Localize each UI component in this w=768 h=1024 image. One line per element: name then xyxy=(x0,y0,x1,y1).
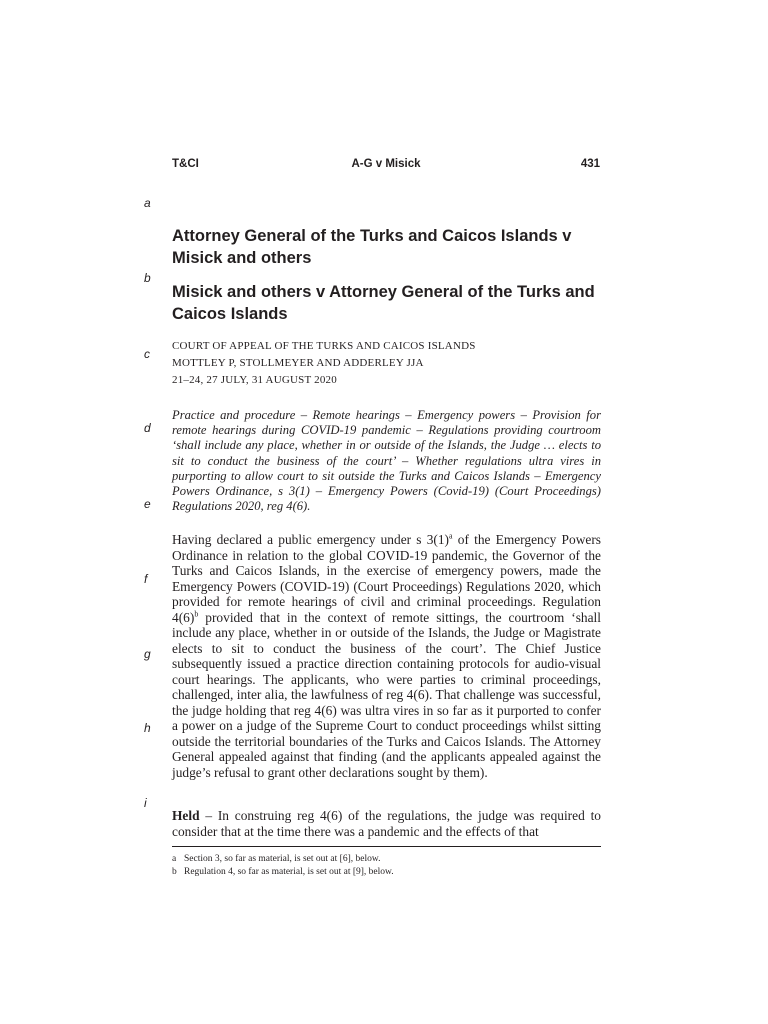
margin-letter-i: i xyxy=(144,796,147,810)
footnote-text-b: Regulation 4, so far as material, is set out at [9], below. xyxy=(184,867,394,877)
footnote-divider xyxy=(172,846,601,847)
margin-letter-f: f xyxy=(144,572,148,586)
header-jurisdiction: T&CI xyxy=(172,158,199,170)
facts-text-1: Having declared a public emergency under s 3(1) xyxy=(172,532,449,547)
footnote-ref-b[interactable]: b xyxy=(194,609,199,619)
margin-letter-h: h xyxy=(144,721,151,735)
footnote-a xyxy=(172,853,601,865)
court-name: COURT OF APPEAL OF THE TURKS AND CAICOS ISLANDS xyxy=(172,340,476,352)
margin-letter-g: g xyxy=(144,647,151,661)
footnote-mark-b: b xyxy=(172,867,177,877)
footnote-b xyxy=(172,866,601,878)
headnote-facts xyxy=(172,532,601,780)
facts-text-2: of the Emergency Powers Ordinance in relation to the global COVID-19 pandemic, the Governor of the Turks and Caicos Islands, in the exercise of emergency powers, made the Emergency Powers (COVID-19) (Court Proceedings) Regulations 2020, which provided for remote hearings of civil and criminal proceedings. Regulation 4(6) xyxy=(172,532,601,625)
margin-letter-d: d xyxy=(144,421,151,435)
footnote-mark-a: a xyxy=(172,854,177,864)
held-label: Held xyxy=(172,808,200,823)
catchwords: Practice and procedure – Remote hearings – Emergency powers – Provision for remote hearings during COVID-19 pandemic – Regulations providing courtroom ‘shall include any place, whether in or outside of the Islands, the Judge … elects to sit to conduct the business of the court’ – Whether regulations ultra vires in purporting to allow court to sit outside the Turks and Caicos Islands – Emergency Powers Ordinance, s 3(1) – Emergency Powers (Covid-19) (Court Proceedings) Regulations 2020, reg 4(6). xyxy=(172,408,601,514)
court-details xyxy=(172,338,612,389)
hearing-dates: 21–24, 27 JULY, 31 AUGUST 2020 xyxy=(172,374,337,386)
held-text: – In construing reg 4(6) of the regulations, the judge was required to consider that at the time there was a pandemic and the effects of that xyxy=(172,808,601,839)
footnote-text-a: Section 3, so far as material, is set out at [6], below. xyxy=(184,854,381,864)
case-title-primary: Attorney General of the Turks and Caicos Islands v Misick and others xyxy=(172,227,572,267)
margin-letter-a: a xyxy=(144,196,151,210)
page-number: 431 xyxy=(580,158,600,170)
footnote-ref-a[interactable]: a xyxy=(449,531,453,541)
held-paragraph xyxy=(172,808,601,839)
facts-text-3: provided that in the context of remote sittings, the courtroom ‘shall include any place, whether in or outside of the Islands, the Judge or Magistrate elects to sit to conduct the business of the court’. The Chief Justice subsequently issued a practice direction containing protocols for audio-visual court hearings. The applicants, who were parties to criminal proceedings, challenged, inter alia, the lawfulness of reg 4(6). That challenge was successful, the judge holding that reg 4(6) was ultra vires in so far as it purported to confer a power on a judge of the Supreme Court to conduct proceedings whilst sitting outside the territorial boundaries of the Turks and Caicos Islands. The Attorney General appealed against that finding (and the applicants appealed against the judge’s refusal to grant other declarations sought by them). xyxy=(172,609,601,780)
margin-letter-c: c xyxy=(144,347,150,361)
margin-letter-e: e xyxy=(144,497,151,511)
header-case-name: A-G v Misick xyxy=(351,158,421,170)
judges: MOTTLEY P, STOLLMEYER AND ADDERLEY JJA xyxy=(172,357,424,369)
margin-letter-b: b xyxy=(144,271,151,285)
case-title-secondary: Misick and others v Attorney General of the Turks and Caicos Islands xyxy=(172,283,595,323)
running-header xyxy=(172,158,600,174)
